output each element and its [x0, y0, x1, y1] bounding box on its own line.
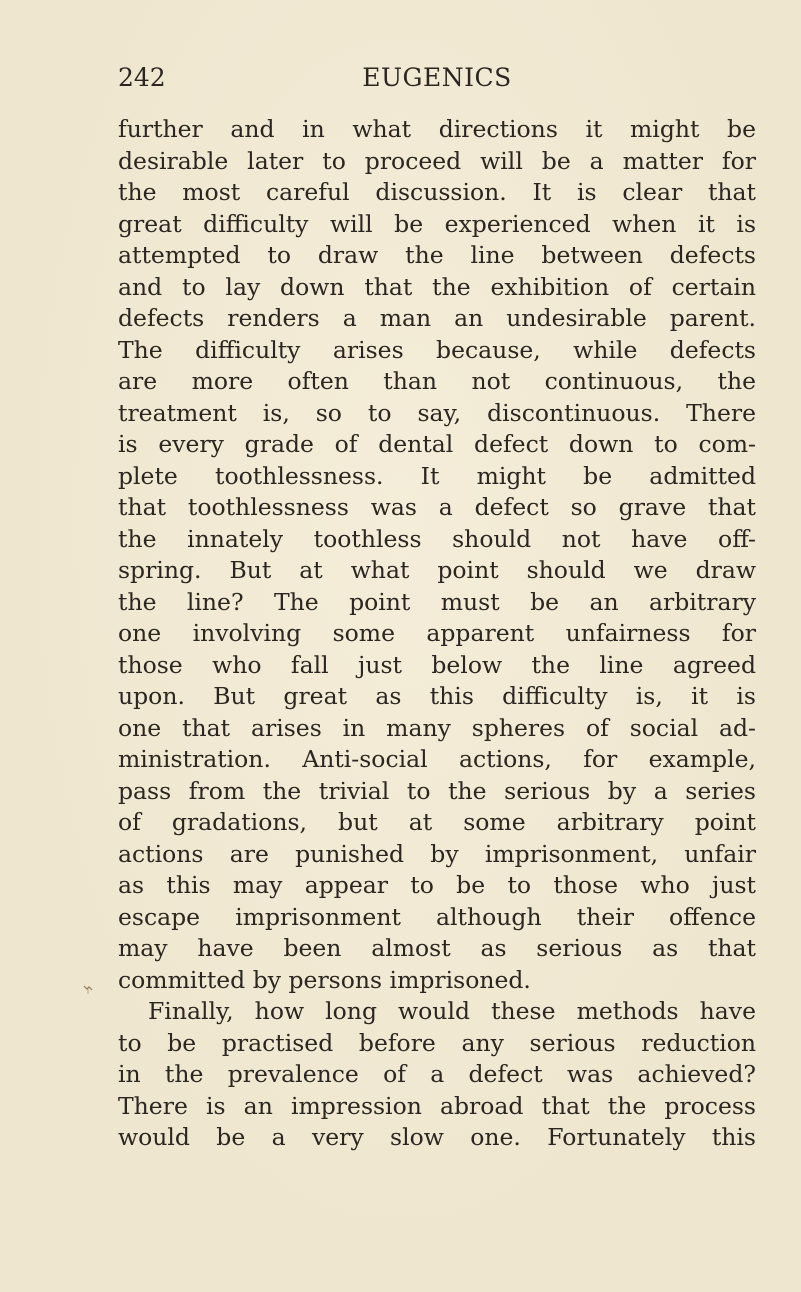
- text-line: in the prevalence of a defect was achieved?: [118, 1060, 756, 1088]
- text-line: that toothlessness was a defect so grave that: [118, 493, 756, 521]
- text-line: one involving some apparent unfairness for: [118, 619, 756, 647]
- text-line: escape imprisonment although their offence: [118, 902, 756, 931]
- margin-mark-icon: [83, 983, 93, 995]
- text-line: committed by persons imprisoned.: [118, 965, 531, 994]
- text-line: attempted to draw the line between defects: [118, 241, 756, 269]
- text-line: those who fall just below the line agreed: [118, 650, 756, 679]
- text-line: pass from the trivial to the serious by a series: [118, 776, 756, 805]
- text-line: are more often than not continuous, the: [118, 367, 756, 395]
- text-line: the innately toothless should not have off-: [118, 524, 756, 553]
- text-line: one that arises in many spheres of social ad-: [118, 713, 756, 742]
- running-head: EUGENICS: [362, 63, 512, 92]
- text-line: would be a very slow one. Fortunately this: [118, 1123, 756, 1151]
- text-line: defects renders a man an undesirable parent.: [118, 304, 756, 332]
- page-header: [118, 58, 756, 98]
- text-line: There is an impression abroad that the process: [118, 1091, 756, 1120]
- text-line: great difficulty will be experienced when it is: [118, 209, 756, 238]
- text-line: of gradations, but at some arbitrary point: [118, 808, 756, 836]
- text-line: as this may appear to be to those who just: [118, 871, 756, 899]
- text-line: actions are punished by imprisonment, unfair: [118, 839, 756, 868]
- text-line: treatment is, so to say, discontinuous. There: [118, 398, 756, 427]
- text-line: the line? The point must be an arbitrary: [118, 587, 756, 616]
- text-line: the most careful discussion. It is clear that: [118, 178, 756, 206]
- page-number: 242: [118, 63, 166, 92]
- text-line: plete toothlessness. It might be admitted: [118, 461, 756, 490]
- text-line: upon. But great as this difficulty is, it is: [118, 682, 756, 710]
- text-line: and to lay down that the exhibition of certain: [118, 272, 756, 301]
- text-line: desirable later to proceed will be a matter for: [118, 146, 756, 175]
- text-line: The difficulty arises because, while defects: [118, 335, 756, 364]
- text-line: ministration. Anti-social actions, for example,: [118, 745, 756, 773]
- text-line: is every grade of dental defect down to com-: [118, 430, 756, 458]
- body-text: [118, 114, 756, 1154]
- text-line: may have been almost as serious as that: [118, 934, 756, 962]
- text-line: spring. But at what point should we draw: [118, 556, 756, 584]
- text-line: further and in what directions it might be: [118, 115, 756, 143]
- text-line: to be practised before any serious reduction: [118, 1028, 756, 1057]
- text-line: Finally, how long would these methods have: [148, 997, 756, 1025]
